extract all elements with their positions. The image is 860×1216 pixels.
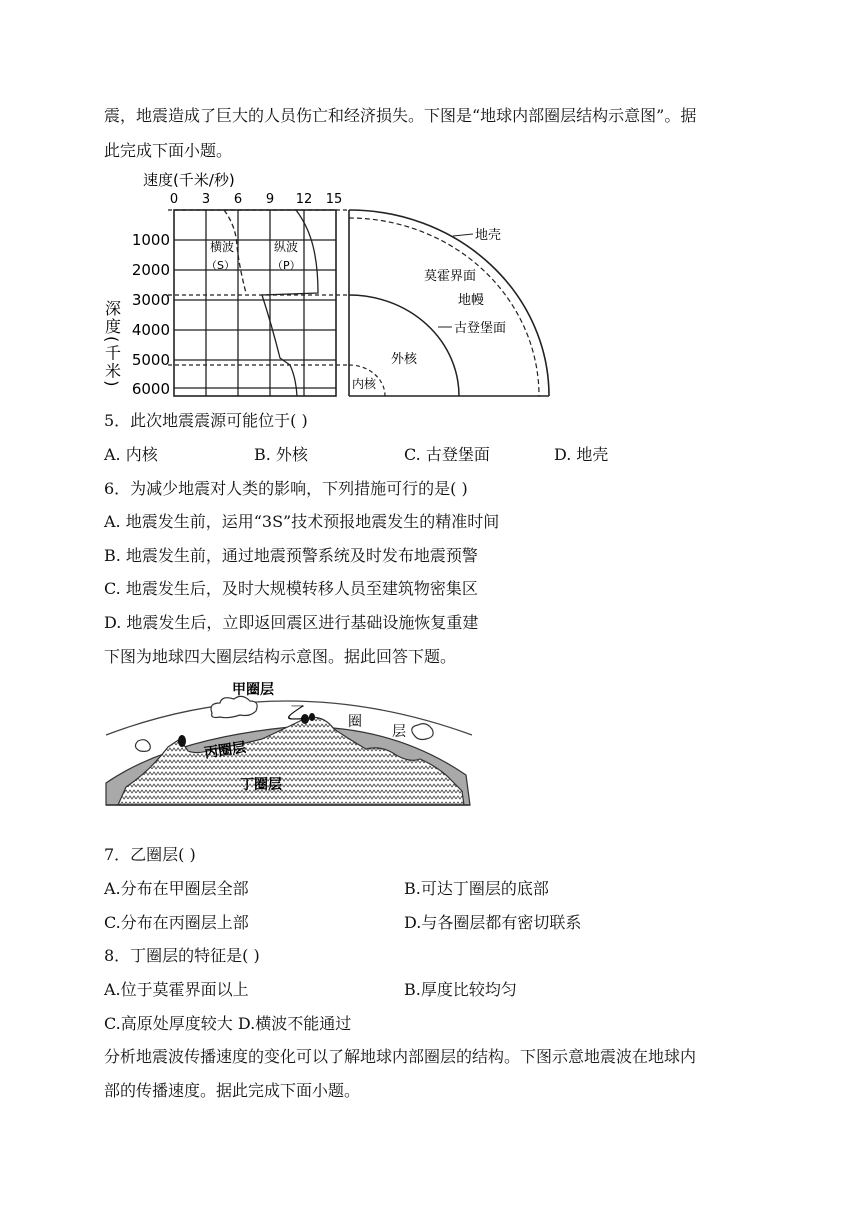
- yi-sphere-label-2: 圈: [348, 714, 362, 730]
- cloud-icon: [412, 724, 433, 740]
- mantle-label: 地幔: [458, 293, 485, 308]
- speed-tick: 0: [169, 192, 179, 207]
- depth-tick: 2000: [131, 261, 170, 279]
- q8-option-cd[interactable]: C.高原处厚度较大 D.横波不能通过: [104, 1014, 352, 1033]
- cloud-icon: [211, 696, 257, 717]
- p-wave-label: 纵波: [274, 240, 299, 254]
- q7-option-a[interactable]: A.分布在甲圈层全部: [104, 879, 249, 898]
- depth-tick: 4000: [131, 321, 170, 339]
- speed-tick: 15: [325, 192, 343, 207]
- intro-line-1: 震，地震造成了巨大的人员伤亡和经济损失。下图是“地球内部圈层结构示意图”。据: [104, 106, 697, 125]
- ding-sphere-label: 丁圈层: [240, 777, 282, 793]
- moho-boundary: [349, 218, 539, 396]
- boundary-dashes: [168, 210, 350, 365]
- p-wave-symbol: （P）: [272, 259, 301, 272]
- q7-option-d[interactable]: D.与各圈层都有密切联系: [404, 913, 582, 932]
- q5-option-a[interactable]: A. 内核: [104, 445, 158, 464]
- chart-frame: [174, 210, 336, 396]
- depth-tick: 5000: [131, 351, 170, 369]
- q8-option-a[interactable]: A.位于莫霍界面以上: [104, 980, 249, 999]
- depth-tick: 3000: [131, 291, 170, 309]
- yi-sphere-label-3: 层: [392, 724, 406, 740]
- outer-core-label: 外核: [391, 352, 418, 367]
- q6-option-b[interactable]: B. 地震发生前，通过地震预警系统及时发布地震预警: [104, 546, 478, 565]
- crust-label: 地壳: [475, 228, 502, 243]
- q5-stem: 5．此次地震震源可能位于( ): [104, 411, 308, 430]
- earth-interior-figure: [0, 166, 860, 406]
- crust-outline: [349, 210, 549, 396]
- grid-lines: [174, 210, 336, 396]
- depth-tick: 1000: [131, 231, 170, 249]
- gutenberg-label: 古登堡面: [454, 321, 507, 336]
- moho-label: 莫霍界面: [424, 269, 477, 284]
- yi-sphere-label: 乙: [286, 703, 304, 724]
- earth-spheres-figure: [0, 675, 860, 815]
- q8-stem: 8．丁圈层的特征是( ): [104, 946, 260, 965]
- q5-option-d[interactable]: D. 地壳: [554, 445, 609, 464]
- speed-tick: 6: [233, 192, 243, 207]
- speed-tick: 9: [265, 192, 275, 207]
- q8-option-b[interactable]: B.厚度比较均匀: [404, 980, 517, 999]
- speed-axis-title: 速度(千米/秒): [143, 171, 235, 189]
- speed-tick: 3: [201, 192, 211, 207]
- seismic-wave-chart: [103, 171, 351, 398]
- q5-option-c[interactable]: C. 古登堡面: [404, 445, 490, 464]
- jia-sphere-label: 甲圈层: [232, 682, 274, 698]
- intro-3-line-1: 分析地震波传播速度的变化可以了解地球内部圈层的结构。下图示意地震波在地球内: [104, 1047, 697, 1066]
- q5-option-b[interactable]: B. 外核: [254, 445, 308, 464]
- q7-option-c[interactable]: C.分布在丙圈层上部: [104, 913, 249, 932]
- intro-2: 下图为地球四大圈层结构示意图。据此回答下题。: [104, 647, 457, 666]
- earth-quarter-section: [349, 210, 549, 396]
- cloud-icon: [135, 740, 150, 752]
- q7-option-b[interactable]: B.可达丁圈层的底部: [404, 879, 549, 898]
- bing-sphere-label: 丙圈层: [203, 739, 248, 762]
- speed-tick: 12: [295, 192, 313, 207]
- depth-tick: 6000: [131, 380, 170, 398]
- q6-stem: 6．为减少地震对人类的影响，下列措施可行的是( ): [104, 479, 468, 498]
- s-wave-symbol: （S）: [206, 259, 235, 272]
- inner-core-label: 内核: [352, 377, 377, 391]
- q7-stem: 7．乙圈层( ): [104, 845, 196, 864]
- intro-line-2: 此完成下面小题。: [104, 141, 233, 160]
- intro-3-line-2: 部的传播速度。据此完成下面小题。: [104, 1081, 361, 1100]
- q6-option-d[interactable]: D. 地震发生后，立即返回震区进行基础设施恢复重建: [104, 613, 479, 632]
- q6-option-a[interactable]: A. 地震发生前，运用“3S”技术预报地震发生的精准时间: [104, 512, 500, 531]
- q6-option-c[interactable]: C. 地震发生后，及时大规模转移人员至建筑物密集区: [104, 579, 478, 598]
- depth-axis-title: 深度(千米): [102, 300, 122, 389]
- s-wave-label: 横波: [210, 240, 235, 254]
